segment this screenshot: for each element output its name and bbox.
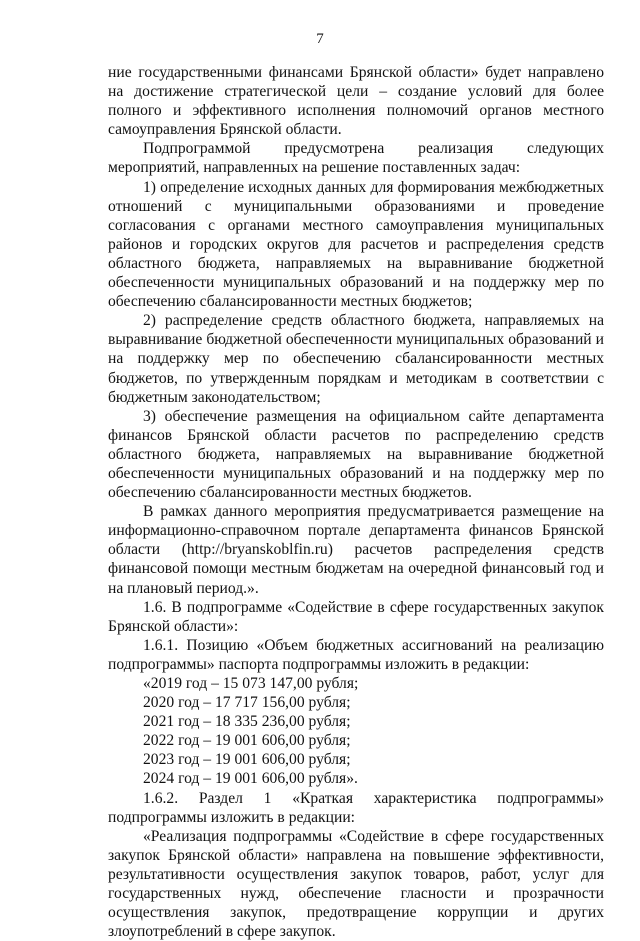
budget-year-line: 2022 год – 19 001 606,00 рубля; xyxy=(143,732,351,750)
budget-year-line: 2020 год – 17 717 156,00 рубля; xyxy=(143,694,351,712)
paragraph: 2) распределение средств областного бюджета, направляемых на выравнивание бюджетной обеспеченности муниципальных образований и на поддержку мер по обеспечению сбалансированности местных бюджетов, по утвержденным порядкам и методикам в соответствии с бюджетным законодательством; xyxy=(108,312,604,406)
paragraph: «Реализация подпрограммы «Содействие в сфере государственных закупок Брянской области» направлена на повышение эффективности, результативности осуществления закупок товаров, работ, услуг для государственных нужд, обеспечение гласности и прозрачности осуществления закупок, предотвращение коррупции и других злоупотреблений в сфере закупок. xyxy=(108,827,604,941)
paragraph: 1.6.1. Позицию «Объем бюджетных ассигнований на реализацию подпрограммы» паспорта подпрограммы изложить в редакции: xyxy=(108,636,604,673)
budget-year-line: 2024 год – 19 001 606,00 рубля». xyxy=(143,770,358,788)
paragraph: 1.6.2. Раздел 1 «Краткая характеристика подпрограммы» подпрограммы изложить в редакции: xyxy=(108,789,604,826)
budget-year-line: 2023 год – 19 001 606,00 рубля; xyxy=(143,751,351,769)
paragraph: В рамках данного мероприятия предусматривается размещение на информационно-справочном портале департамента финансов Брянской области (http://bryanskoblfin.ru) расчетов распределения средств финансовой помощи местным бюджетам на очередной финансовый год и на плановый период.». xyxy=(108,503,604,597)
paragraph: Подпрограммой предусмотрена реализация следующих мероприятий, направленных на решение поставленных задач: xyxy=(108,140,604,177)
page-number: 7 xyxy=(316,31,324,47)
document-body xyxy=(108,63,604,941)
paragraph: ние государственными финансами Брянской области» будет направлено на достижение стратегической цели – создание условий для более полного и эффективного исполнения полномочий органов местного самоуправления Брянской области. xyxy=(108,64,604,139)
paragraph: 1) определение исходных данных для формирования межбюджетных отношений с муниципальными образованиями и проведение согласования с органами местного самоуправления муниципальных районов и городских округов для расчетов и распределения средств областного бюджета, направляемых на выравнивание бюджетной обеспеченности муниципальных образований и на поддержку мер по обеспечению сбалансированности местных бюджетов; xyxy=(108,178,604,311)
budget-year-line: «2019 год – 15 073 147,00 рубля; xyxy=(143,675,359,692)
paragraph: 1.6. В подпрограмме «Содействие в сфере государственных закупок Брянской области»: xyxy=(108,598,604,635)
paragraph: 3) обеспечение размещения на официальном сайте департамента финансов Брянской области расчетов по распределению средств областного бюджета, направляемых на выравнивание бюджетной обеспеченности муниципальных образований и на поддержку мер по обеспечению сбалансированности местных бюджетов. xyxy=(108,407,604,502)
budget-year-line: 2021 год – 18 335 236,00 рубля; xyxy=(143,713,351,731)
